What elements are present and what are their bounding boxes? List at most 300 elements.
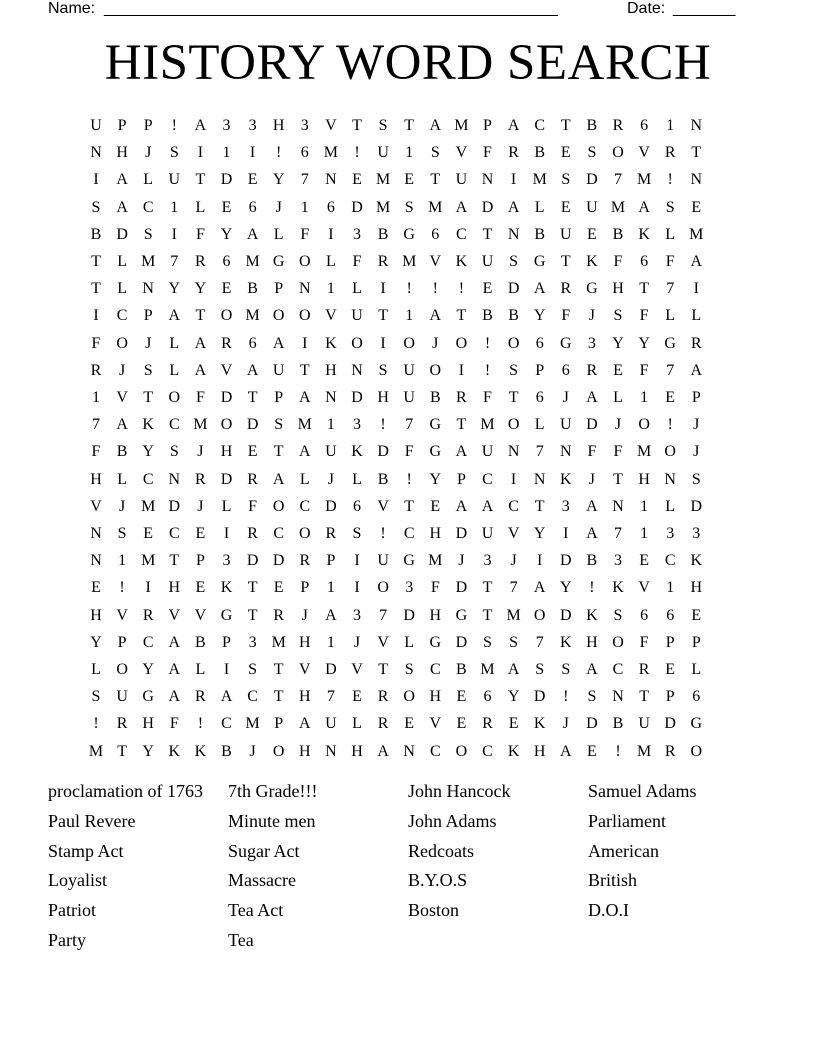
grid-letter: G [429, 443, 442, 461]
grid-letter: I [380, 334, 386, 352]
grid-letter: V [351, 661, 363, 678]
grid-letter: B [247, 280, 258, 298]
grid-letter: 6 [692, 688, 701, 706]
grid-letter: G [560, 334, 572, 352]
grid-letter: R [116, 715, 128, 733]
grid-letter: P [143, 307, 153, 325]
grid-letter: M [141, 552, 156, 570]
grid-letter: O [507, 416, 520, 434]
grid-letter: E [352, 171, 362, 189]
grid-letter: A [533, 280, 546, 298]
grid-letter: H [299, 742, 311, 760]
grid-letter: S [117, 525, 127, 542]
grid-letter: J [353, 633, 361, 651]
grid-letter: T [91, 280, 101, 298]
grid-letter: J [588, 307, 595, 325]
word-list-item: Parliament [588, 810, 666, 831]
grid-letter: T [482, 225, 493, 243]
grid-letter: A [194, 334, 207, 352]
grid-letter: N [612, 688, 624, 706]
grid-letter: D [664, 715, 676, 733]
grid-letter: A [690, 253, 703, 270]
grid-letter: H [612, 280, 624, 298]
grid-letter: N [351, 361, 363, 379]
grid-letter: D [533, 688, 546, 706]
grid-letter: K [560, 470, 572, 488]
grid-letter: 1 [118, 552, 127, 570]
grid-letter: 3 [248, 117, 257, 134]
grid-letter: F [587, 443, 597, 461]
date-blank-line: _______ [673, 0, 736, 17]
grid-letter: S [535, 661, 545, 678]
grid-letter: J [458, 552, 465, 570]
grid-letter: S [587, 144, 597, 162]
grid-letter: S [483, 633, 492, 651]
grid-letter: D [246, 416, 259, 434]
grid-letter: R [247, 470, 258, 488]
grid-letter: 1 [405, 144, 414, 162]
grid-letter: F [352, 253, 362, 270]
grid-letter: O [351, 334, 363, 352]
grid-letter: H [638, 470, 650, 488]
grid-letter: G [142, 688, 154, 706]
grid-letter: F [613, 443, 623, 461]
grid-letter: P [117, 633, 127, 651]
grid-letter: N [168, 470, 181, 488]
grid-letter: C [508, 497, 519, 515]
grid-letter: K [533, 715, 546, 733]
grid-letter: A [220, 688, 233, 706]
grid-letter: P [691, 389, 701, 406]
grid-letter: T [613, 470, 623, 488]
grid-letter: S [404, 661, 414, 678]
grid-letter: U [455, 171, 468, 189]
grid-letter: O [638, 416, 650, 434]
grid-letter: N [560, 443, 572, 461]
grid-letter: B [221, 742, 232, 760]
grid-letter: L [352, 280, 362, 298]
grid-letter: H [220, 443, 233, 461]
grid-letter: B [429, 389, 441, 406]
grid-letter: S [509, 361, 519, 379]
grid-letter: S [587, 688, 597, 706]
grid-letter: N [142, 280, 154, 298]
grid-letter: O [403, 688, 415, 706]
grid-letter: 1 [326, 633, 335, 651]
grid-letter: S [143, 361, 153, 379]
grid-letter: M [636, 443, 652, 461]
grid-letter: N [90, 525, 102, 542]
grid-letter: ! [406, 280, 412, 298]
grid-letter: L [404, 633, 415, 651]
grid-letter: K [168, 742, 181, 760]
grid-letter: O [220, 416, 233, 434]
grid-letter: H [325, 361, 337, 379]
grid-letter: O [455, 742, 468, 760]
grid-letter: T [117, 742, 127, 760]
grid-letter: P [117, 117, 127, 134]
word-list-item: Redcoats [408, 840, 474, 861]
grid-letter: J [693, 416, 700, 434]
grid-letter: E [587, 225, 597, 243]
grid-letter: V [194, 606, 207, 624]
grid-letter: C [168, 525, 180, 542]
grid-letter: ! [484, 361, 491, 379]
grid-letter: V [377, 497, 389, 515]
grid-letter: L [534, 198, 545, 216]
grid-letter: K [455, 253, 468, 270]
grid-letter: A [481, 497, 494, 515]
grid-letter: 6 [535, 334, 544, 352]
grid-letter: S [613, 307, 623, 325]
grid-letter: E [247, 443, 258, 461]
grid-letter: O [507, 334, 520, 352]
grid-letter: K [351, 443, 363, 461]
name-blank-line: ___________________________________________________ [104, 0, 558, 17]
grid-letter: ! [380, 525, 386, 542]
grid-letter: Y [142, 443, 154, 461]
grid-letter: U [116, 688, 128, 706]
grid-letter: E [404, 171, 415, 189]
grid-letter: D [168, 497, 181, 515]
grid-letter: 1 [326, 579, 335, 597]
grid-letter: E [430, 497, 441, 515]
grid-letter: J [118, 361, 126, 379]
grid-letter: I [563, 525, 569, 542]
grid-letter: R [482, 715, 493, 733]
grid-letter: E [665, 661, 676, 678]
grid-letter: K [560, 633, 572, 651]
grid-letter: ! [432, 280, 438, 298]
grid-letter: ! [197, 715, 204, 733]
grid-letter: L [352, 715, 362, 733]
grid-letter: I [145, 579, 151, 597]
grid-letter: 3 [353, 606, 361, 624]
grid-letter: O [168, 389, 181, 406]
grid-letter: H [272, 117, 285, 134]
word-list-item: Tea [228, 930, 254, 950]
word-list-item: proclamation of 1763 [48, 781, 203, 801]
grid-letter: T [560, 253, 571, 270]
grid-letter: N [90, 144, 102, 162]
grid-letter: Y [612, 334, 624, 352]
grid-letter: A [299, 389, 311, 406]
grid-letter: I [171, 225, 177, 243]
word-list-item: D.O.I [588, 900, 629, 921]
grid-letter: 6 [222, 253, 231, 270]
grid-letter: M [375, 171, 391, 189]
grid-letter: F [248, 497, 258, 515]
grid-letter: I [197, 144, 204, 162]
grid-letter: E [691, 198, 702, 216]
grid-letter: L [665, 307, 676, 325]
grid-letter: U [481, 525, 494, 542]
grid-letter: 6 [483, 688, 492, 706]
grid-letter: G [690, 715, 703, 733]
grid-letter: 6 [248, 334, 257, 352]
grid-letter: S [169, 144, 179, 162]
grid-letter: T [534, 497, 545, 515]
grid-letter: B [612, 225, 624, 243]
grid-letter: L [169, 361, 180, 379]
grid-letter: E [352, 688, 362, 706]
grid-letter: L [143, 171, 154, 189]
grid-letter: A [507, 198, 520, 216]
grid-letter: 3 [248, 633, 257, 651]
grid-letter: O [116, 334, 128, 352]
grid-letter: I [693, 280, 699, 298]
grid-letter: V [325, 307, 337, 325]
grid-letter: T [169, 552, 180, 570]
grid-letter: V [638, 579, 650, 597]
grid-letter: P [691, 633, 701, 651]
grid-letter: D [220, 470, 233, 488]
grid-letter: G [664, 334, 676, 352]
grid-letter: V [116, 389, 128, 406]
grid-letter: 6 [248, 198, 257, 216]
grid-letter: D [586, 171, 598, 189]
grid-letter: A [586, 389, 598, 406]
grid-letter: L [221, 497, 232, 515]
grid-letter: 3 [692, 525, 701, 542]
grid-letter: J [197, 497, 204, 515]
grid-letter: A [168, 307, 181, 325]
word-list-item: B.Y.O.S [408, 870, 468, 891]
grid-letter: T [299, 361, 310, 379]
grid-letter: V [429, 253, 442, 270]
grid-letter: L [91, 661, 101, 678]
grid-letter: J [327, 470, 334, 488]
grid-letter: V [90, 497, 102, 515]
grid-letter: F [430, 579, 440, 597]
word-list-item: Stamp Act [48, 840, 124, 861]
grid-letter: A [377, 742, 389, 760]
grid-letter: Y [638, 334, 650, 352]
grid-letter: U [560, 225, 572, 243]
grid-letter: G [455, 606, 468, 624]
grid-letter: H [142, 715, 154, 733]
grid-letter: M [245, 715, 260, 733]
grid-letter: A [194, 117, 207, 134]
grid-letter: C [403, 525, 415, 542]
grid-letter: R [560, 280, 572, 298]
grid-letter: U [377, 552, 389, 570]
grid-letter: C [456, 225, 467, 243]
grid-letter: E [221, 280, 232, 298]
grid-letter: P [535, 361, 545, 379]
grid-letter: D [272, 552, 285, 570]
grid-letter: E [456, 715, 467, 733]
word-list-item: Tea Act [228, 900, 284, 921]
grid-letter: E [404, 715, 415, 733]
grid-letter: A [533, 579, 546, 597]
grid-letter: B [456, 661, 467, 678]
grid-letter: M [271, 633, 286, 651]
grid-letter: R [456, 389, 467, 406]
grid-letter: F [195, 225, 205, 243]
grid-letter: G [220, 606, 233, 624]
grid-letter: S [378, 361, 388, 379]
grid-letter: R [90, 361, 102, 379]
grid-letter: B [534, 144, 546, 162]
grid-letter: C [299, 497, 311, 515]
grid-letter: M [141, 497, 156, 515]
grid-letter: V [638, 144, 650, 162]
grid-letter: K [586, 606, 598, 624]
grid-letter: A [560, 742, 572, 760]
grid-letter: V [507, 525, 520, 542]
word-list-item: Loyalist [48, 870, 107, 891]
date-label: Date: [627, 0, 666, 17]
grid-letter: A [168, 661, 181, 678]
grid-letter: C [482, 470, 493, 488]
grid-letter: N [690, 117, 703, 134]
grid-letter: T [352, 117, 362, 134]
grid-letter: L [326, 253, 336, 270]
grid-letter: T [482, 579, 493, 597]
grid-letter: D [351, 198, 363, 216]
grid-letter: E [273, 579, 284, 597]
grid-letter: E [691, 606, 702, 624]
grid-letter: 7 [614, 171, 622, 189]
grid-letter: J [249, 742, 256, 760]
grid-letter: 3 [300, 117, 309, 134]
word-list-item: John Hancock [408, 781, 511, 801]
grid-letter: T [639, 688, 649, 706]
grid-letter: O [116, 661, 128, 678]
grid-letter: J [197, 443, 204, 461]
word-list-item: Patriot [48, 900, 96, 921]
grid-letter: 6 [561, 361, 570, 379]
grid-letter: T [639, 280, 649, 298]
grid-letter: 7 [326, 688, 335, 706]
grid-letter: F [665, 253, 675, 270]
grid-letter: O [299, 307, 311, 325]
grid-letter: L [195, 661, 206, 678]
grid-letter: L [691, 307, 702, 325]
grid-letter: A [168, 688, 181, 706]
grid-letter: U [351, 307, 363, 325]
grid-letter: D [690, 497, 703, 515]
grid-letter: U [481, 253, 494, 270]
grid-letter: C [142, 198, 154, 216]
grid-letter: B [612, 715, 624, 733]
grid-letter: R [195, 688, 206, 706]
grid-letter: 3 [614, 552, 622, 570]
grid-letter: C [534, 117, 546, 134]
grid-letter: C [482, 742, 493, 760]
grid-letter: F [613, 253, 623, 270]
grid-letter: T [691, 144, 702, 162]
grid-letter: E [221, 198, 232, 216]
grid-letter: M [245, 307, 260, 325]
grid-letter: G [403, 225, 415, 243]
grid-letter: J [588, 470, 595, 488]
grid-letter: V [325, 117, 337, 134]
grid-letter: Y [194, 280, 207, 298]
grid-letter: 7 [379, 606, 388, 624]
grid-letter: J [301, 606, 308, 624]
grid-letter: 3 [561, 497, 570, 515]
grid-letter: N [690, 171, 703, 189]
grid-letter: B [377, 470, 389, 488]
grid-letter: G [586, 280, 598, 298]
grid-letter: Y [142, 742, 154, 760]
grid-letter: S [91, 688, 101, 706]
grid-letter: A [638, 198, 650, 216]
page-title: HISTORY WORD SEARCH [104, 35, 712, 91]
grid-letter: M [480, 416, 495, 434]
grid-letter: 7 [92, 416, 100, 434]
grid-letter: E [560, 144, 571, 162]
grid-letter: 3 [353, 225, 361, 243]
grid-letter: N [325, 389, 337, 406]
grid-letter: F [639, 633, 649, 651]
grid-letter: H [168, 579, 181, 597]
grid-letter: F [404, 443, 414, 461]
grid-letter: 7 [666, 361, 675, 379]
grid-letter: S [274, 416, 284, 434]
grid-letter: T [404, 117, 415, 134]
grid-letter: S [561, 171, 571, 189]
grid-letter: 1 [405, 307, 414, 325]
grid-letter: C [429, 661, 441, 678]
grid-letter: B [195, 633, 206, 651]
grid-letter: N [507, 443, 520, 461]
grid-letter: N [90, 552, 102, 570]
grid-letter: O [455, 334, 468, 352]
grid-letter: ! [667, 171, 673, 189]
grid-letter: 7 [170, 253, 179, 270]
grid-letter: O [533, 606, 546, 624]
grid-letter: K [586, 253, 598, 270]
grid-letter: D [220, 389, 233, 406]
grid-letter: B [508, 307, 519, 325]
grid-letter: F [91, 443, 101, 461]
grid-letter: U [638, 715, 650, 733]
grid-letter: N [325, 742, 337, 760]
grid-letter: T [247, 389, 258, 406]
grid-letter: I [458, 361, 465, 379]
grid-letter: C [221, 715, 232, 733]
grid-letter: V [168, 606, 181, 624]
grid-letter: E [587, 742, 597, 760]
grid-letter: P [483, 117, 492, 134]
grid-letter: T [456, 416, 467, 434]
grid-letter: R [299, 552, 311, 570]
grid-letter: K [325, 334, 337, 352]
grid-letter: P [665, 688, 675, 706]
grid-letter: N [664, 470, 676, 488]
grid-letter: H [429, 525, 442, 542]
grid-letter: O [272, 742, 285, 760]
grid-letter: I [354, 579, 360, 597]
grid-letter: 3 [587, 334, 596, 352]
grid-letter: D [481, 198, 494, 216]
grid-letter: O [272, 497, 285, 515]
grid-letter: 1 [326, 416, 335, 434]
grid-letter: A [272, 470, 285, 488]
grid-letter: D [220, 171, 233, 189]
grid-letter: S [378, 117, 388, 134]
grid-letter: 3 [353, 416, 361, 434]
grid-letter: B [586, 117, 598, 134]
grid-letter: D [455, 525, 468, 542]
grid-letter: 1 [666, 579, 675, 597]
grid-letter: ! [406, 470, 412, 488]
grid-letter: A [455, 497, 468, 515]
grid-letter: L [691, 661, 702, 678]
